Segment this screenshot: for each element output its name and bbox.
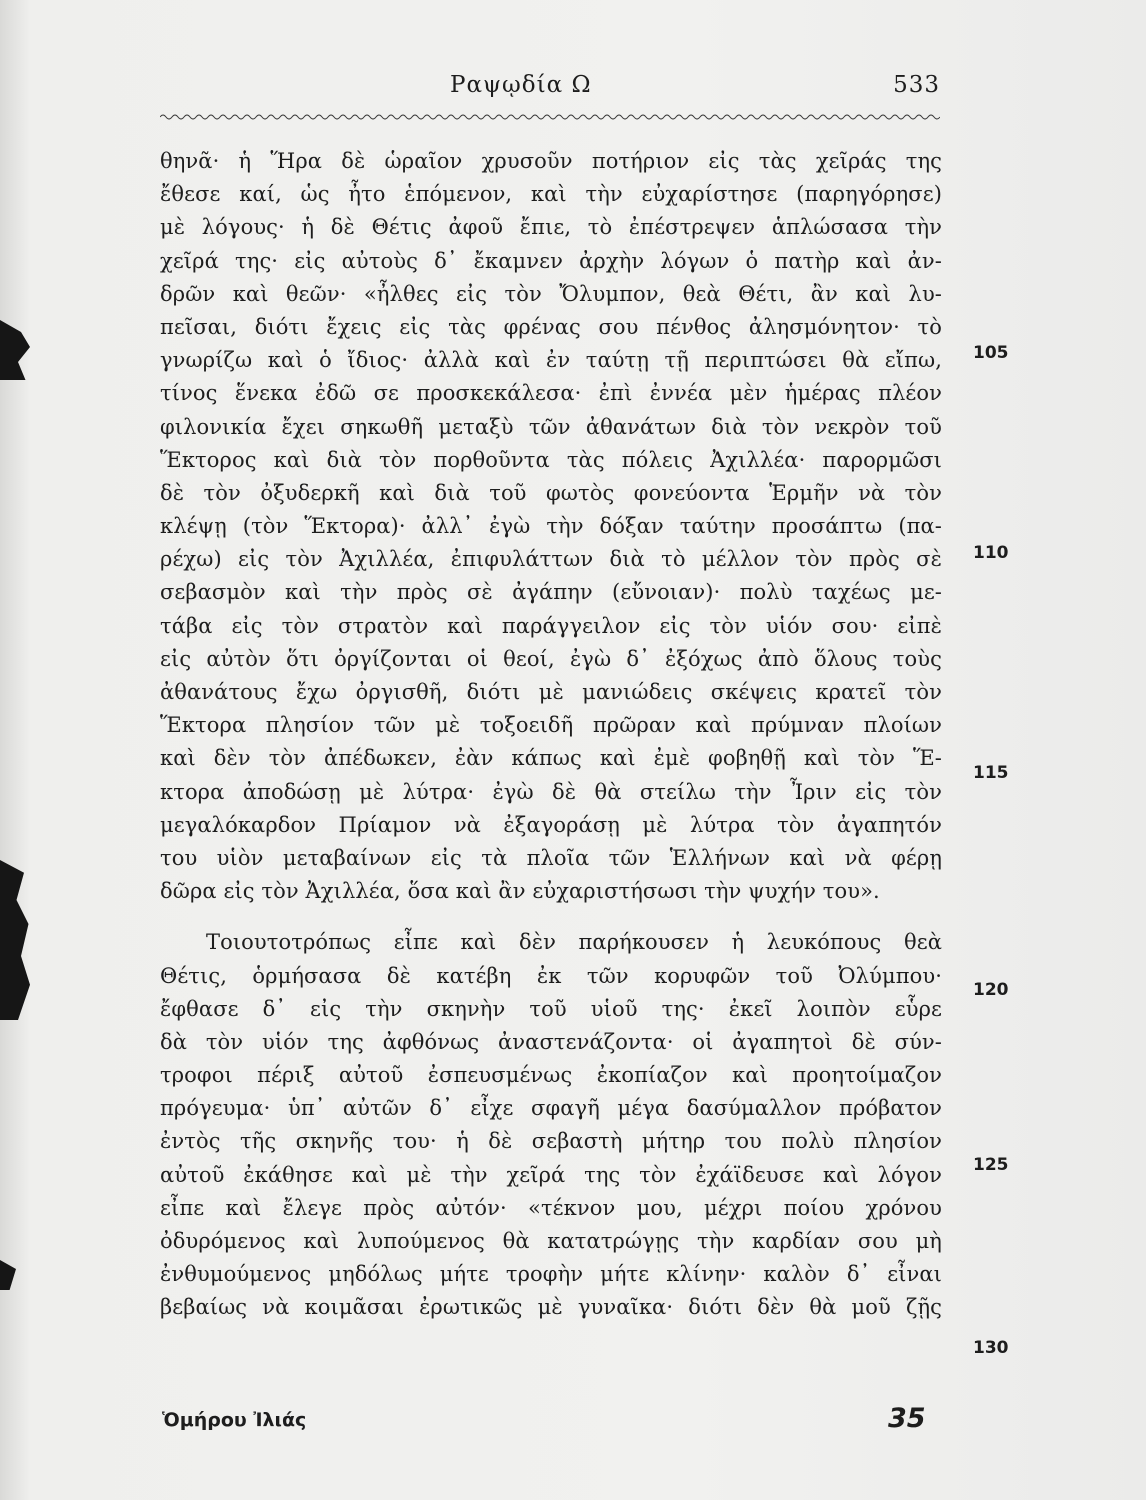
text-line: Θέτις, ὁρμήσασα δὲ κατέβη ἐκ τῶν κορυφῶν τοῦ Ὀλύμπου· xyxy=(160,963,942,988)
text-line: εἶπε καὶ ἔλεγε πρὸς αὐτόν· «τέκνον μου, μέχρι ποίου χρόνου xyxy=(160,1195,942,1220)
line-number: 115 xyxy=(973,763,1009,783)
text-line: ἔθεσε καί, ὡς ἦτο ἑπόμενον, καὶ τὴν εὐχαρίστησε (παρηγόρησε) xyxy=(160,182,942,207)
text-line: ὀδυρόμενος καὶ λυπούμενος θὰ κατατρώγῃς τὴν καρδίαν σου μὴ xyxy=(160,1229,942,1253)
text-line: μὲ λόγους· ἡ δὲ Θέτις ἀφοῦ ἔπιε, τὸ ἐπέστρεψεν ἁπλώσασα τὴν xyxy=(160,215,942,240)
wavy-rule xyxy=(160,112,940,122)
text-line: βεβαίως νὰ κοιμᾶσαι ἐρωτικῶς μὲ γυναῖκα· διότι δὲν θὰ μοῦ ζῇς xyxy=(160,1295,942,1320)
text-line: ρέχω) εἰς τὸν Ἀχιλλέα, ἐπιφυλάττων διὰ τὸ μέλλον τὸν πρὸς σὲ xyxy=(160,547,942,572)
text-line: κτορα ἀποδώσῃ μὲ λύτρα· ἐγὼ δὲ θὰ στείλω τὴν Ἶριν εἰς τὸν xyxy=(160,779,942,804)
text-line: γνωρίζω καὶ ὁ ἴδιος· ἀλλὰ καὶ ἐν ταύτῃ τῇ περιπτώσει θὰ εἴπω, xyxy=(160,348,942,373)
paragraph-gap xyxy=(160,908,942,926)
text-line: του υἱὸν μεταβαίνων εἰς τὰ πλοῖα τῶν Ἑλλήνων καὶ νὰ φέρῃ xyxy=(160,845,942,870)
line-number: 105 xyxy=(973,343,1009,363)
text-line: φιλονικία ἔχει σηκωθῆ μεταξὺ τῶν ἀθανάτων διὰ τὸν νεκρὸν τοῦ xyxy=(160,414,942,439)
line-number: 130 xyxy=(973,1338,1009,1358)
text-line: δὰ τὸν υἱόν της ἀφθόνως ἀναστενάζοντα· οἱ ἀγαπητοὶ δὲ σύν- xyxy=(160,1029,942,1054)
text-line: εἰς αὐτὸν ὅτι ὀργίζονται οἱ θεοί, ἐγὼ δ᾽ ἐξόχως ἀπὸ ὅλους τοὺς xyxy=(160,646,942,671)
text-line: τίνος ἕνεκα ἐδῶ σε προσκεκάλεσα· ἐπὶ ἐννέα μὲν ἡμέρας πλέον xyxy=(160,381,942,406)
page-header xyxy=(160,72,940,112)
torn-edge-mark xyxy=(0,1260,16,1290)
signature-mark: Ὁμήρου Ἰλιάς xyxy=(162,1409,307,1431)
line-number: 110 xyxy=(973,543,1009,563)
sheet-number: 35 xyxy=(888,1403,926,1434)
text-line: μεγαλόκαρδον Πρίαμον νὰ ἐξαγοράσῃ μὲ λύτρα τὸν ἀγαπητόν xyxy=(160,812,942,837)
torn-edge-mark xyxy=(0,860,30,1020)
text-line: Ἕκτορα πλησίον τῶν μὲ τοξοειδῆ πρῶραν καὶ πρύμναν πλοίων xyxy=(160,713,942,738)
text-line: ἐνθυμούμενος μηδόλως μήτε τροφὴν μήτε κλίνην· καλὸν δ᾽ εἶναι xyxy=(160,1262,942,1287)
text-line: σεβασμὸν καὶ τὴν πρὸς σὲ ἀγάπην (εὔνοιαν)· πολὺ ταχέως με- xyxy=(160,580,942,605)
body-text xyxy=(160,145,942,1325)
text-line: πρόγευμα· ὑπ᾽ αὐτῶν δ᾽ εἶχε σφαγῆ μέγα δασύμαλλον πρόβατον xyxy=(160,1096,942,1121)
line-number: 120 xyxy=(973,980,1009,1000)
text-line: καὶ δὲν τὸν ἀπέδωκεν, ἐὰν κάπως καὶ ἐμὲ φοβηθῇ καὶ τὸν Ἕ- xyxy=(160,746,942,771)
text-line: τάβα εἰς τὸν στρατὸν καὶ παράγγειλον εἰς τὸν υἱόν σου· εἰπὲ xyxy=(160,613,942,638)
text-line: ἔφθασε δ᾽ εἰς τὴν σκηνὴν τοῦ υἱοῦ της· ἐκεῖ λοιπὸν εὗρε xyxy=(160,996,942,1021)
text-line: τροφοι πέριξ αὐτοῦ ἐσπευσμένως ἐκοπίαζον καὶ προητοίμαζον xyxy=(160,1063,942,1088)
text-line: δὲ τὸν ὀξυδερκῆ καὶ διὰ τοῦ φωτὸς φονεύοντα Ἑρμῆν νὰ τὸν xyxy=(160,480,942,505)
text-line: ἐντὸς τῆς σκηνῆς του· ἡ δὲ σεβαστὴ μήτηρ του πολὺ πλησίον xyxy=(160,1129,942,1154)
text-line: δρῶν καὶ θεῶν· «ἦλθες εἰς τὸν Ὄλυμπον, θεὰ Θέτι, ἂν καὶ λυ- xyxy=(160,281,942,306)
text-line: Ἕκτορος καὶ διὰ τὸν πορθοῦντα τὰς πόλεις Ἀχιλλέα· παρορμῶσι xyxy=(160,447,942,472)
running-title: Ραψῳδία Ω xyxy=(450,72,592,98)
text-line: ἀθανάτους ἔχω ὀργισθῆ, διότι μὲ μανιώδεις σκέψεις κρατεῖ τὸν xyxy=(160,680,942,704)
text-line: αὐτοῦ ἐκάθησε καὶ μὲ τὴν χεῖρά της τὸν ἐχάϊδευσε καὶ λόγον xyxy=(160,1162,942,1187)
text-line: θηνᾶ· ἡ Ἥρα δὲ ὡραῖον χρυσοῦν ποτήριον εἰς τὰς χεῖράς της xyxy=(160,149,942,173)
text-line: δῶρα εἰς τὸν Ἀχιλλέα, ὅσα καὶ ἂν εὐχαριστήσωσι τὴν ψυχήν του». xyxy=(160,879,880,904)
text-line: κλέψῃ (τὸν Ἕκτορα)· ἀλλ᾽ ἐγὼ τὴν δόξαν ταύτην προσάπτω (πα- xyxy=(160,514,942,539)
torn-edge-mark xyxy=(0,320,30,380)
text-line: πεῖσαι, διότι ἔχεις εἰς τὰς φρένας σου πένθος ἀλησμόνητον· τὸ xyxy=(160,314,942,339)
line-number: 125 xyxy=(973,1155,1009,1175)
page-number: 533 xyxy=(893,72,940,98)
text-line: Τοιουτοτρόπως εἶπε καὶ δὲν παρήκουσεν ἡ λευκόπους θεὰ xyxy=(206,930,942,955)
text-line: χεῖρά της· εἰς αὐτοὺς δ᾽ ἔκαμνεν ἀρχὴν λόγων ὁ πατὴρ καὶ ἀν- xyxy=(160,248,942,273)
